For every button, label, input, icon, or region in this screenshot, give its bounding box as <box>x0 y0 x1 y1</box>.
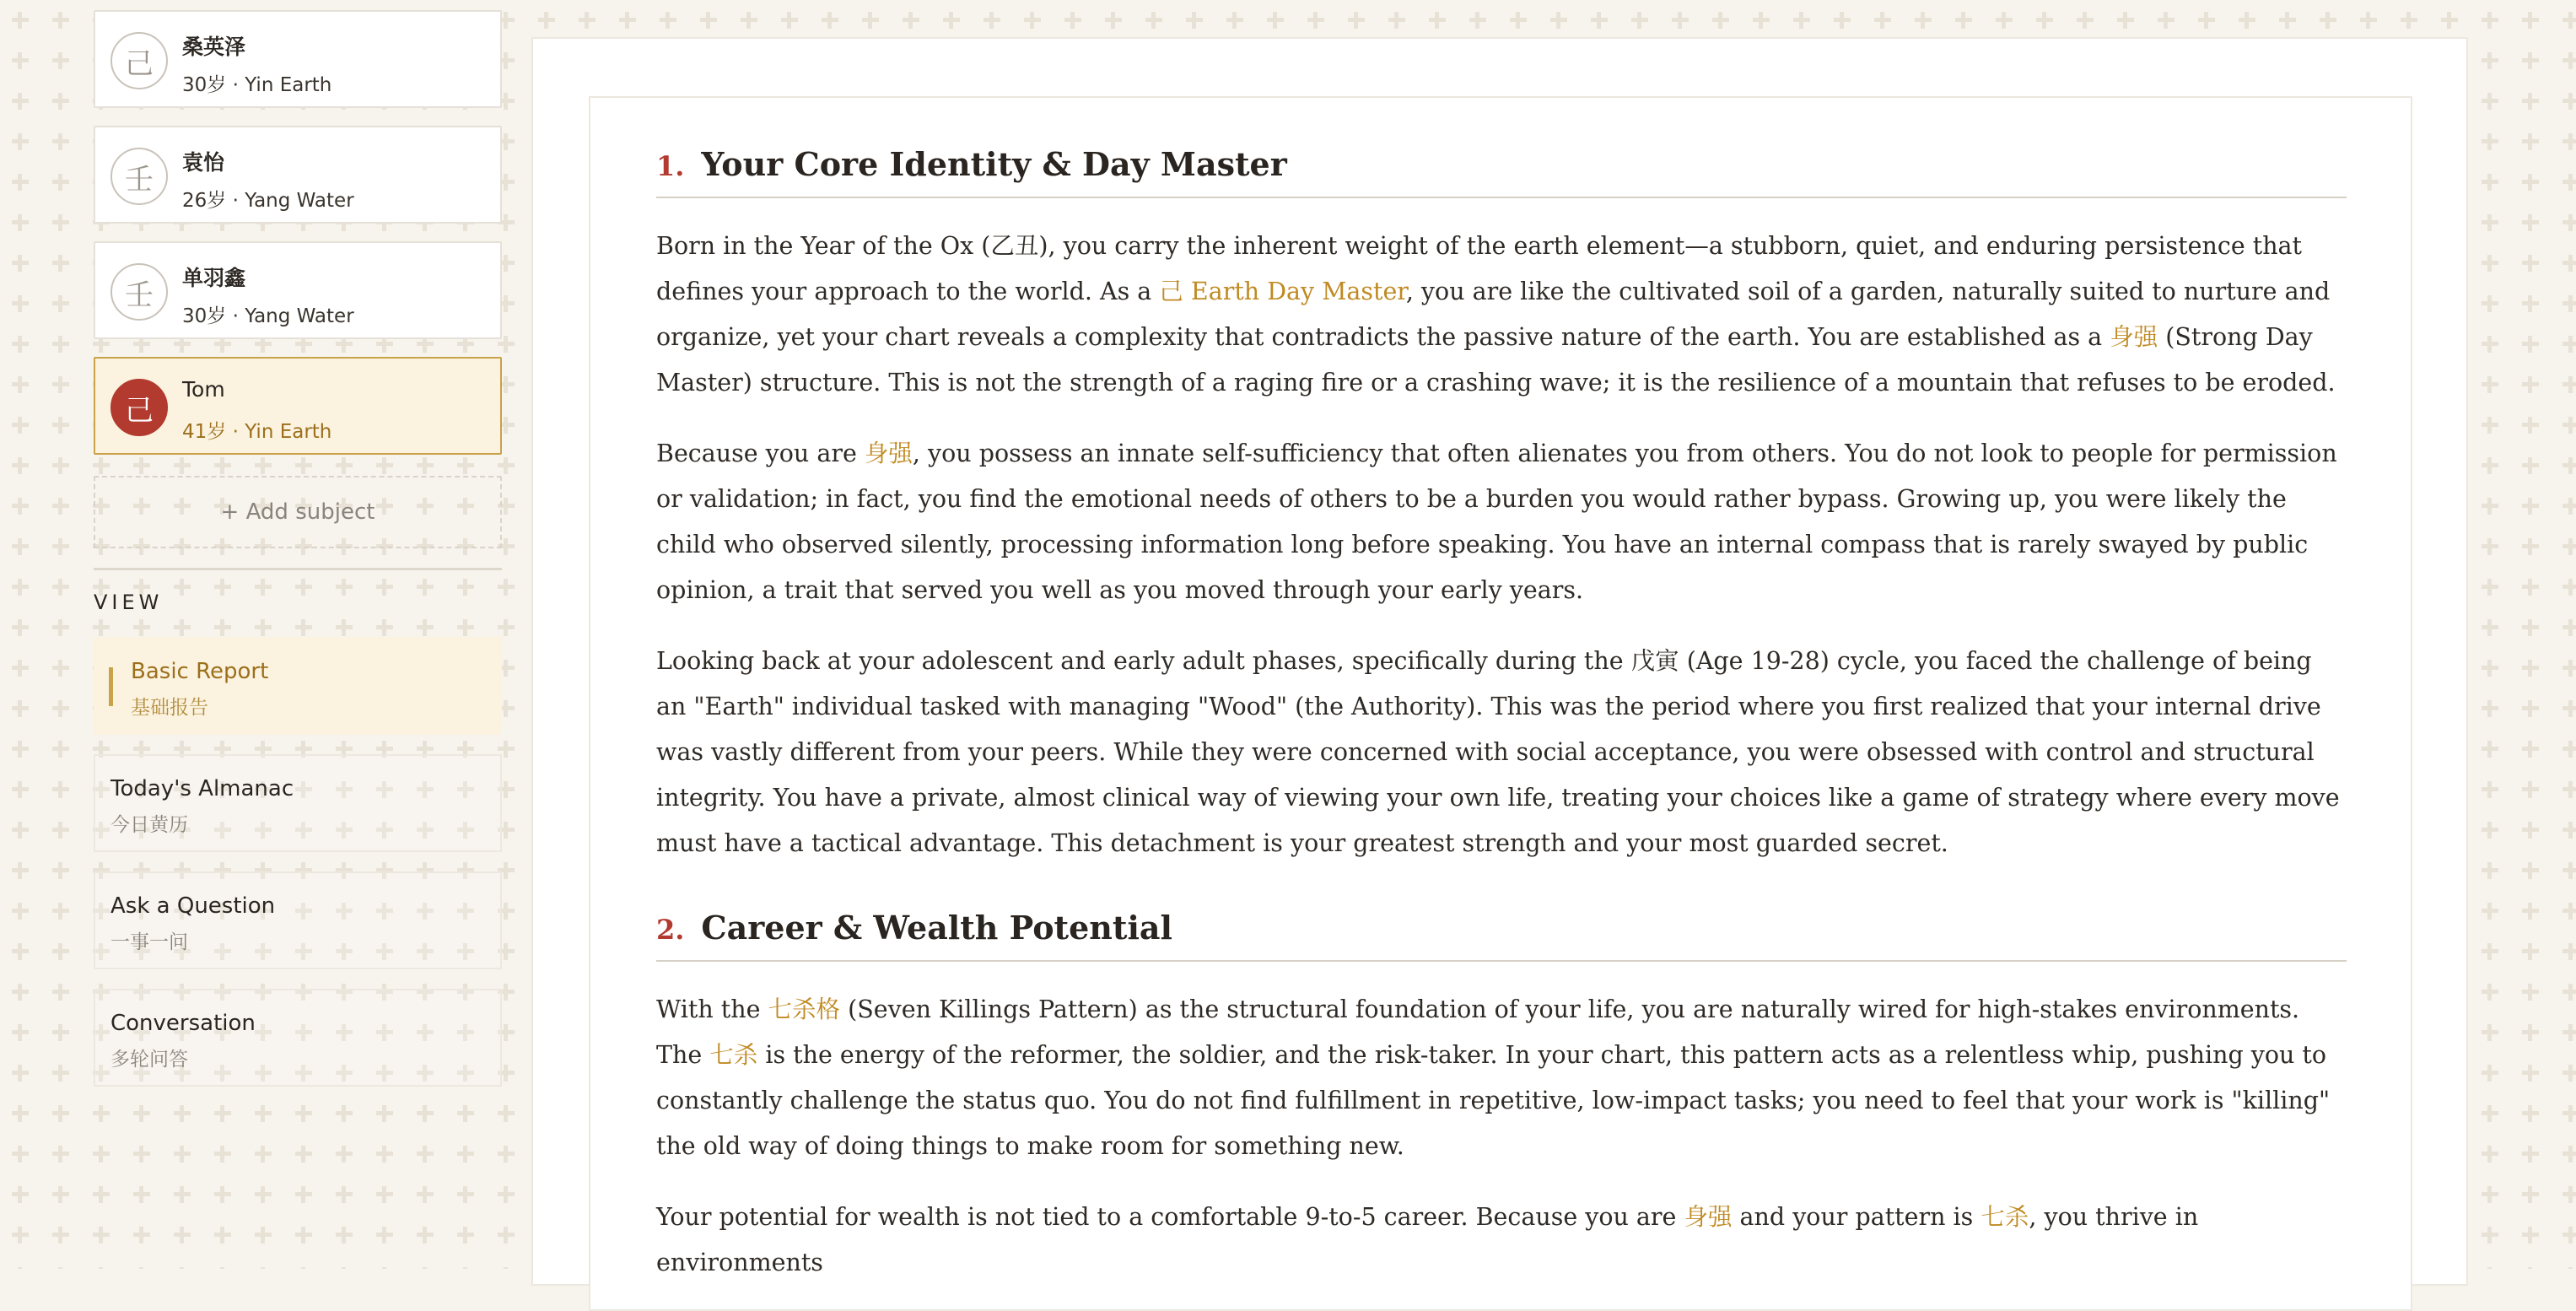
subject-meta: 26岁 · Yang Water <box>182 185 354 213</box>
text-run: Because you are <box>656 440 865 467</box>
text-run: (Strong Day Master) structure. This is not the strength of a raging fire or a crashing wave; it is the resilience of a mountain that refuses to be eroded. <box>656 323 2336 397</box>
paragraph <box>656 431 2347 613</box>
report-panel <box>531 37 2468 1286</box>
subject-avatar: 己 <box>110 379 168 436</box>
text-run: With the <box>656 995 768 1023</box>
nav-subtitle: 一事一问 <box>110 926 188 954</box>
section-number: 2. <box>656 914 684 946</box>
report-content <box>656 145 2347 1286</box>
subject-meta: 30岁 · Yang Water <box>182 300 354 328</box>
paragraph <box>656 1195 2347 1286</box>
text-run: Born in the Year of the Ox (乙丑), you carry the inherent weight of the earth element—a stubborn, quiet, and enduring persistence that defines your approach to the world. As a <box>656 232 2302 305</box>
section-heading <box>656 909 2347 962</box>
subject-name: Tom <box>182 377 225 402</box>
subject-avatar: 壬 <box>110 263 168 321</box>
text-run: Your potential for wealth is not tied to a comfortable 9-to-5 career. Because you are <box>656 1203 1684 1231</box>
highlight-term: 身强 <box>865 440 913 467</box>
subject-name: 桑英泽 <box>182 30 245 61</box>
section-heading <box>656 145 2347 198</box>
nav-subtitle: 今日黄历 <box>110 809 188 837</box>
sidebar <box>0 0 506 1269</box>
highlight-term: 身强 <box>1684 1203 1732 1231</box>
highlight-term: 七杀格 <box>768 995 841 1023</box>
nav-title: Today's Almanac <box>110 776 294 801</box>
subject-card-0[interactable] <box>94 10 502 108</box>
highlight-term: 身强 <box>2110 323 2158 351</box>
paragraph <box>656 987 2347 1169</box>
subject-card-2[interactable] <box>94 241 502 339</box>
report-document <box>589 96 2412 1311</box>
view-section-label: VIEW <box>94 591 163 614</box>
nav-title: Conversation <box>110 1011 256 1036</box>
highlight-term: 七杀 <box>709 1041 757 1069</box>
nav-conversation[interactable] <box>94 989 502 1087</box>
highlight-term: 七杀 <box>1981 1203 2029 1231</box>
subject-card-1[interactable] <box>94 126 502 224</box>
text-run: and your pattern is <box>1732 1203 1981 1231</box>
nav-basic-report[interactable] <box>94 637 502 735</box>
subject-avatar: 己 <box>110 32 168 89</box>
text-run: , you are like the cultivated soil of a garden, naturally suited to nurture and organize, yet your chart reveals a complexity that contradicts the passive nature of the earth. You are established as a <box>656 278 2330 351</box>
section-title: Career & Wealth Potential <box>701 909 1172 947</box>
subject-name: 单羽鑫 <box>182 262 245 292</box>
nav-title: Basic Report <box>131 659 268 684</box>
paragraph <box>656 224 2347 406</box>
text-run: is the energy of the reformer, the soldier, and the risk-taker. In your chart, this pattern acts as a relentless whip, pushing you to constantly challenge the status quo. You do not find fulfillment in repetitive, low-impact tasks; you need to feel that your work is "killing" the old way of doing things to make room for something new. <box>656 1041 2330 1160</box>
subject-name: 袁怡 <box>182 146 224 176</box>
add-subject-button[interactable]: + Add subject <box>94 476 502 548</box>
nav-subtitle: 多轮问答 <box>110 1044 188 1071</box>
subject-card-3-active[interactable] <box>94 357 502 455</box>
text-run: , you thrive in environments <box>656 1203 2198 1276</box>
subject-meta: 41岁 · Yin Earth <box>182 416 331 444</box>
nav-ask-a-question[interactable] <box>94 871 502 969</box>
text-run: (Seven Killings Pattern) as the structural foundation of your life, you are naturally wired for high-stakes environments. The <box>656 995 2299 1069</box>
section-title: Your Core Identity & Day Master <box>701 145 1286 183</box>
subject-meta: 30岁 · Yin Earth <box>182 69 331 97</box>
nav-subtitle: 基础报告 <box>131 692 208 720</box>
text-run: , you possess an innate self-sufficiency that often alienates you from others. You do not look to people for permission or validation; in fact, you find the emotional needs of others to be a burden you would rather bypass. Growing up, you were likely the child who observed silently, processing information long before speaking. You have an internal compass that is rarely swayed by public opinion, a trait that served you well as you moved through your early years. <box>656 440 2337 604</box>
section-number: 1. <box>656 150 684 182</box>
highlight-term: 己 Earth Day Master <box>1159 278 1405 305</box>
subject-avatar: 壬 <box>110 148 168 205</box>
sidebar-divider <box>94 568 502 570</box>
nav-title: Ask a Question <box>110 893 275 919</box>
nav-todays-almanac[interactable] <box>94 754 502 852</box>
paragraph: Looking back at your adolescent and early adult phases, specifically during the 戊寅 (Age 19-28) cycle, you faced the challenge of being an "Earth" individual tasked with managing "Wood" (the Authority). This was the period where you first realized that your internal drive was vastly different from your peers. While they were concerned with social acceptance, you were obsessed with control and structural integrity. You have a private, almost clinical way of viewing your own life, treating your choices like a game of strategy where every move must have a tactical advantage. This detachment is your greatest strength and your most guarded secret. <box>656 639 2347 866</box>
